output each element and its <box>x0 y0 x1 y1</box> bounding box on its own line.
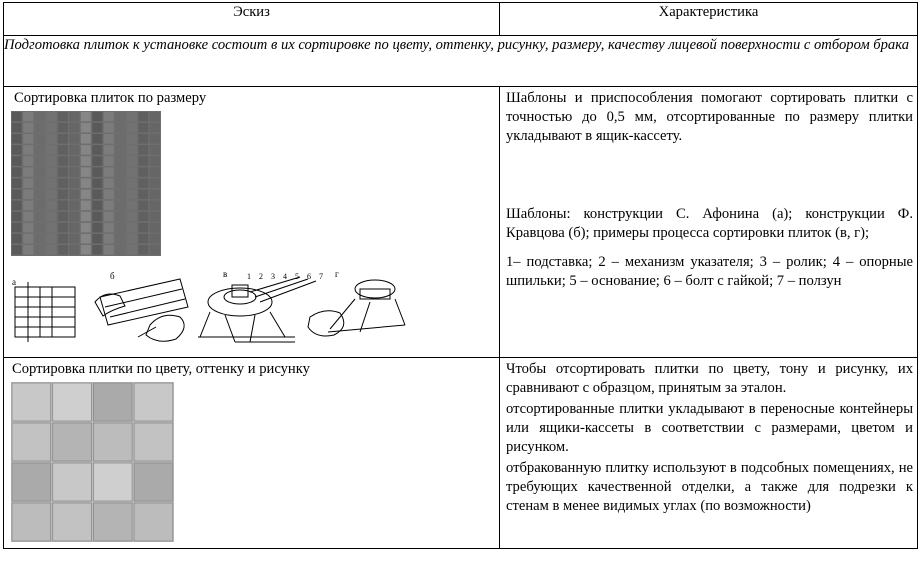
part-label-6: 6 <box>307 272 311 281</box>
sketch-title-size: Сортировка плиток по размеру <box>14 90 207 106</box>
char-color-p1: Чтобы отсортировать плитки по цвету, тону и рисунку, их сравнивают с образцом, принятым за эталон. <box>506 361 913 396</box>
label-b: б <box>110 271 115 281</box>
device-v-figure <box>198 277 316 342</box>
label-a: а <box>12 277 16 287</box>
label-v: в <box>223 269 228 279</box>
char-size-p3: 1– подставка; 2 – механизм указателя; 3 – ролик; 4 – опорные шпильки; 5 – основание; 6 – болт с гайкой; 7 – ползун <box>506 254 913 289</box>
characteristic-cell-size <box>500 87 918 358</box>
mosaic-tiles-image <box>11 111 171 261</box>
table-row <box>4 358 918 549</box>
part-label-7: 7 <box>319 272 323 281</box>
label-g: г <box>335 269 339 279</box>
intro-row <box>4 36 918 87</box>
header-row <box>4 3 918 36</box>
header-characteristic: Характеристика <box>500 3 918 36</box>
characteristics-table <box>3 2 918 549</box>
sketch-title-color: Сортировка плитки по цвету, оттенку и рисунку <box>12 361 310 377</box>
intro-text: Подготовка плиток к установке состоит в их сортировке по цвету, оттенку, рисунку, размеру, качеству лицевой поверхности с отбором брака <box>4 36 918 87</box>
template-b-figure <box>95 279 188 341</box>
part-label-1: 1 <box>247 272 251 281</box>
template-a-figure <box>15 282 75 342</box>
part-label-4: 4 <box>283 272 287 281</box>
sorting-templates-drawing <box>10 267 500 357</box>
sketch-cell-color <box>4 358 500 549</box>
color-tiles-image <box>11 382 176 545</box>
sketch-cell-size <box>4 87 500 358</box>
device-g-figure <box>308 280 405 336</box>
part-label-5: 5 <box>295 272 299 281</box>
table-row <box>4 87 918 358</box>
char-size-p2: Шаблоны: конструкции С. Афонина (а); конструкции Ф. Кравцова (б); примеры процесса сортировки плиток (в, г); <box>506 206 913 241</box>
part-label-2: 2 <box>259 272 263 281</box>
char-size-p1: Шаблоны и приспособления помогают сортировать плитки с точностью до 0,5 мм, отсортированные по размеру плитки укладывают в ящик-кассету. <box>506 90 913 144</box>
header-sketch: Эскиз <box>4 3 500 36</box>
char-color-p2: отсортированные плитки укладывают в переносные контейнеры или ящики-кассеты в соответствии с размерами, цветом и рисунком. <box>506 401 913 455</box>
characteristic-cell-color <box>500 358 918 549</box>
part-label-3: 3 <box>271 272 275 281</box>
char-color-p3: отбракованную плитку используют в подсобных помещениях, не требующих качественной отделки, а также для подрезки к стенам в менее видимых углах (по возможности) <box>506 460 913 514</box>
